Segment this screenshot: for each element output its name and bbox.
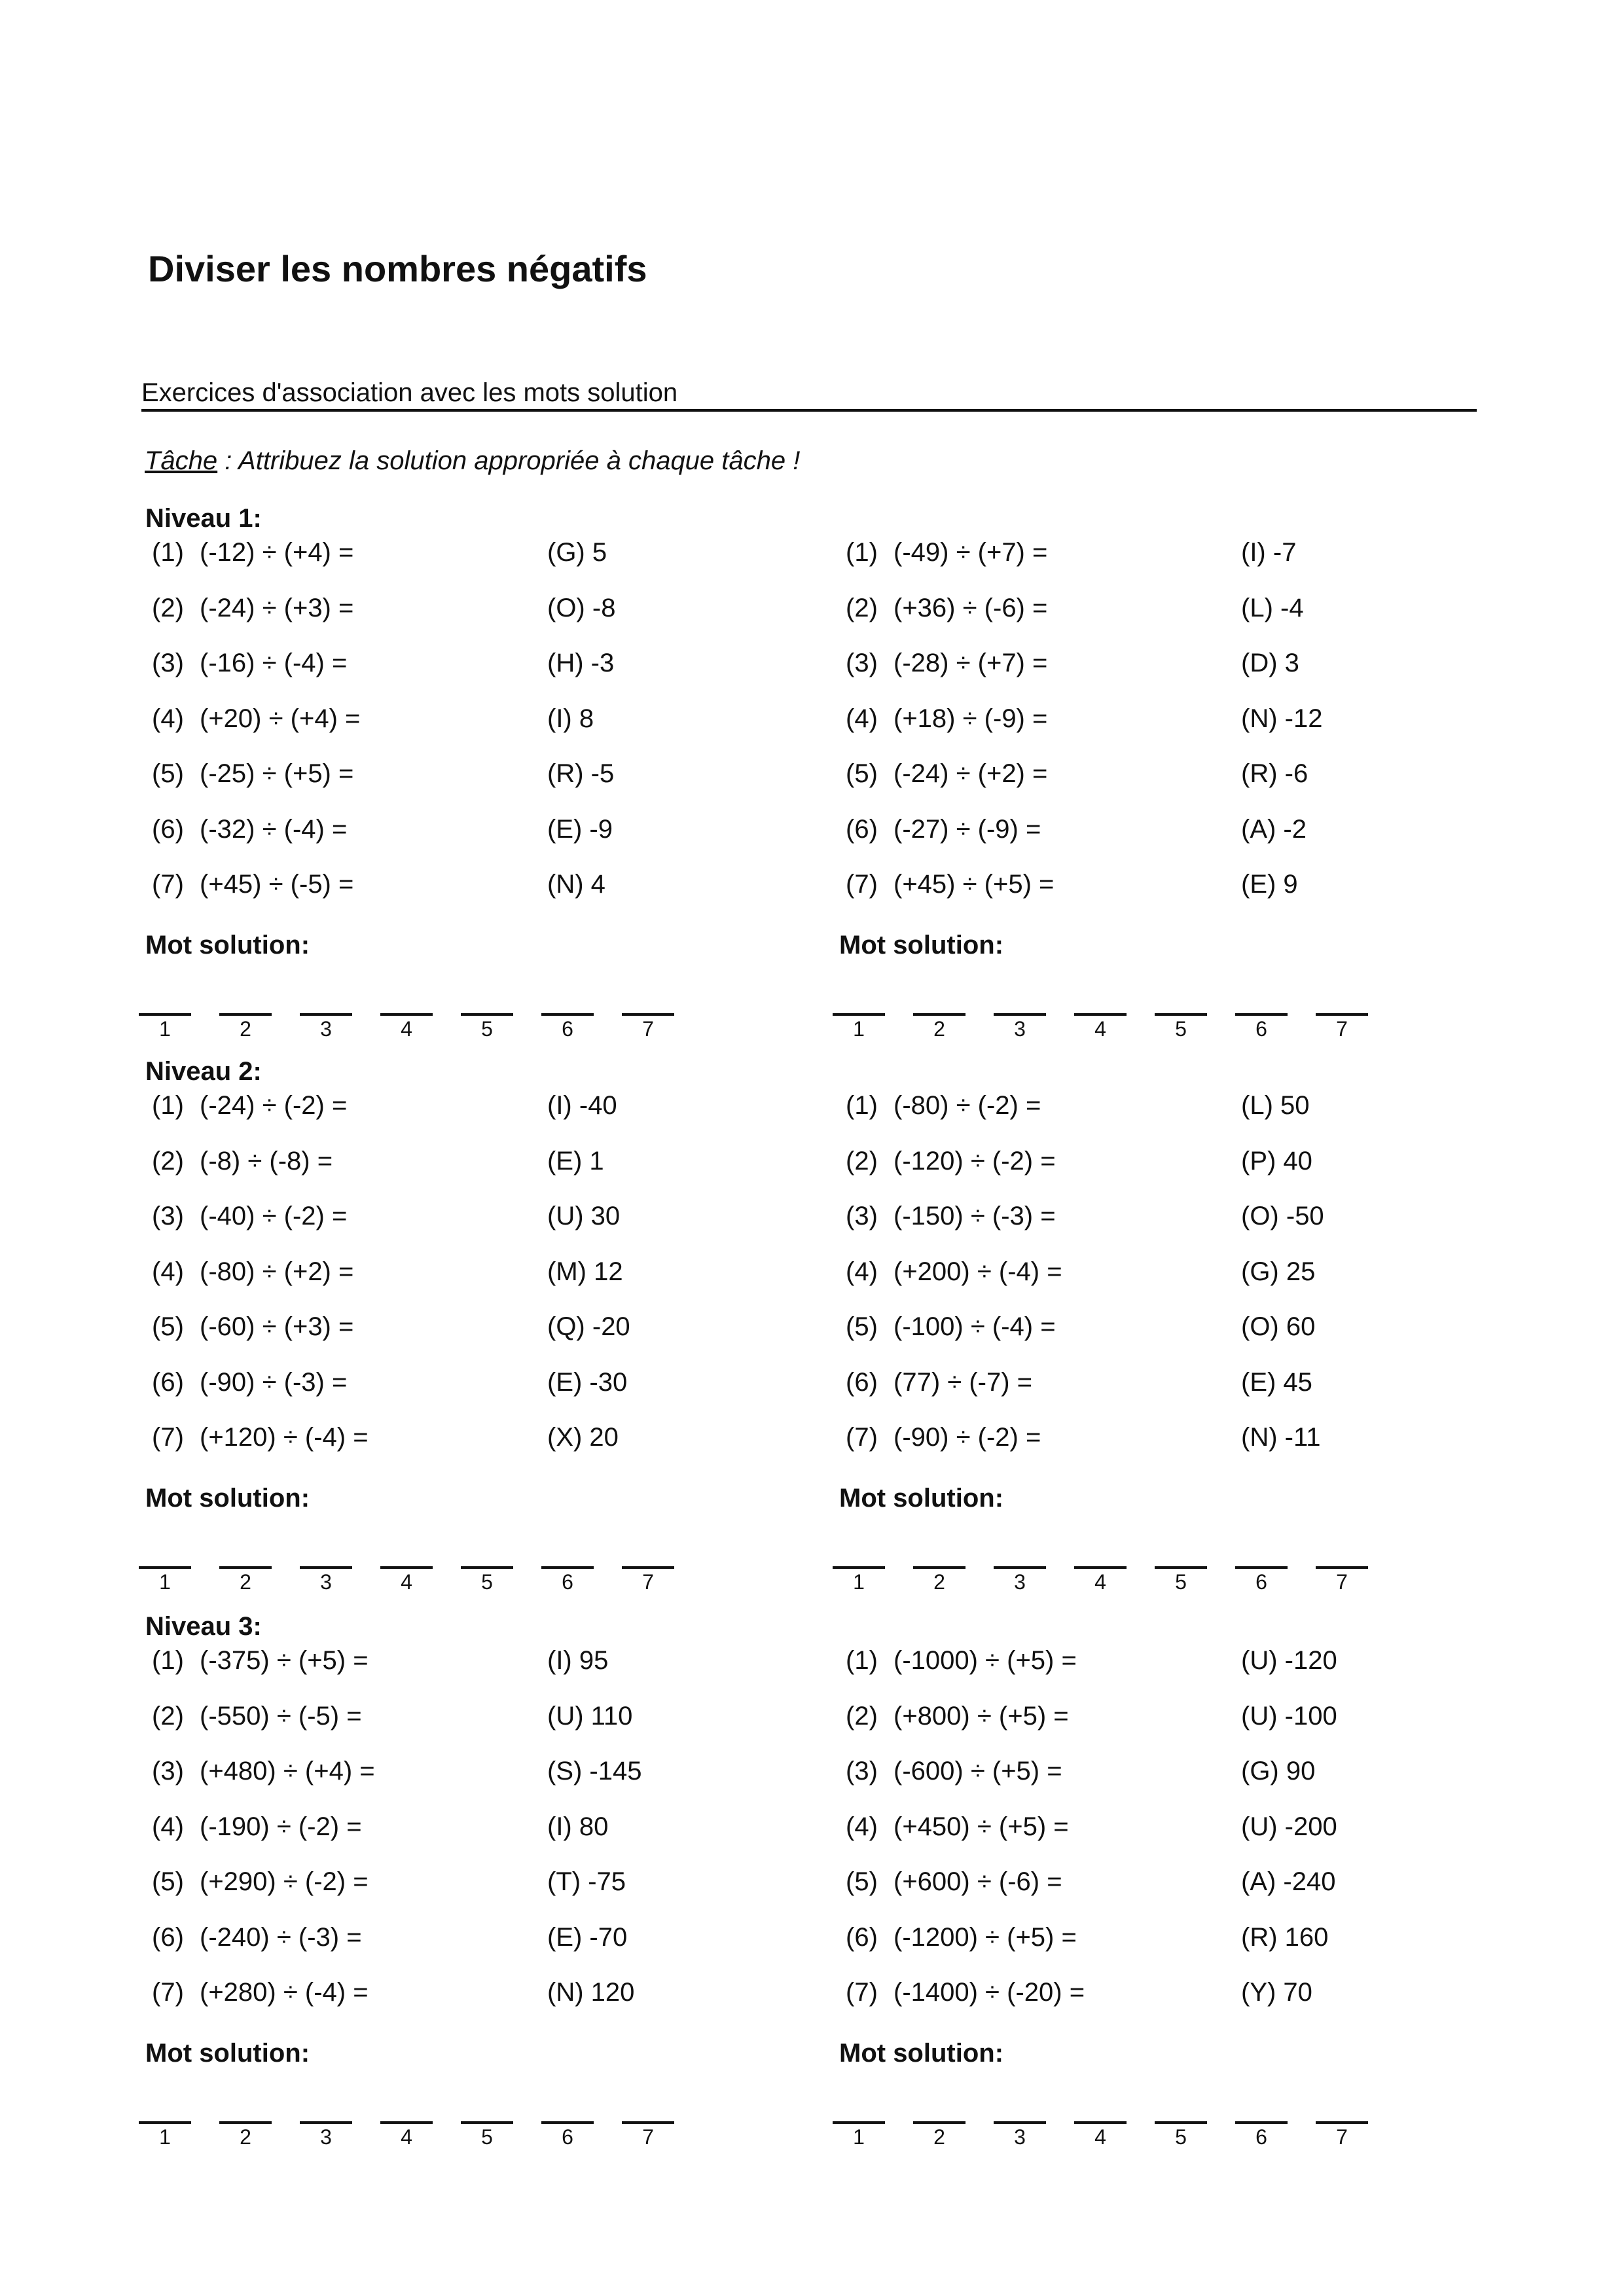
exercise-expression: (-49) ÷ (+7) = [893,538,1048,567]
blank-number: 1 [159,1017,171,1041]
answer-blank[interactable] [994,1566,1046,1569]
blank-number: 1 [853,2125,865,2149]
blank-number: 1 [159,1570,171,1594]
solution-option: (N) 120 [547,1978,635,2007]
solution-option: (U) -100 [1241,1701,1337,1731]
exercise-expression: (+120) ÷ (-4) = [200,1423,369,1452]
blank-number: 2 [240,1017,251,1041]
exercise-expression: (-100) ÷ (-4) = [893,1312,1056,1341]
exercise-number: (6) [152,1922,184,1952]
exercise-expression: (+800) ÷ (+5) = [893,1701,1069,1731]
mot-solution-label: Mot solution: [145,2039,310,2068]
solution-option: (R) -5 [547,759,615,788]
exercise-expression: (-550) ÷ (-5) = [200,1701,362,1731]
exercise-expression: (-1000) ÷ (+5) = [893,1646,1077,1675]
blank-number: 5 [481,1570,493,1594]
level-title: Niveau 3: [145,1612,262,1641]
solution-option: (D) 3 [1241,649,1299,677]
exercise-expression: (-80) ÷ (+2) = [200,1257,354,1286]
exercise-expression: (-27) ÷ (-9) = [893,814,1041,844]
blank-number: 5 [1175,2125,1187,2149]
blank-number: 5 [1175,1570,1187,1594]
answer-blank[interactable] [461,2121,513,2124]
exercise-expression: (-600) ÷ (+5) = [893,1757,1062,1785]
solution-option: (Y) 70 [1241,1978,1312,2007]
solution-option: (E) 9 [1241,870,1298,899]
exercise-number: (6) [846,814,878,844]
exercise-number: (2) [152,593,184,622]
answer-blank[interactable] [139,2121,191,2124]
answer-blank[interactable] [622,1013,674,1016]
answer-blank[interactable] [1316,1566,1368,1569]
exercise-expression: (-150) ÷ (-3) = [893,1202,1056,1230]
solution-option: (G) 90 [1241,1757,1316,1785]
exercise-expression: (+600) ÷ (-6) = [893,1867,1062,1896]
mot-solution-label: Mot solution: [839,931,1004,960]
answer-blank[interactable] [622,2121,674,2124]
solution-option: (N) 4 [547,870,605,899]
blank-number: 4 [401,1017,412,1041]
blank-number: 3 [1014,2125,1026,2149]
exercise-expression: (-60) ÷ (+3) = [200,1312,354,1341]
exercise-expression: (+280) ÷ (-4) = [200,1978,369,2007]
answer-blank[interactable] [622,1566,674,1569]
solution-option: (E) -9 [547,814,613,844]
answer-blank[interactable] [541,2121,594,2124]
exercise-expression: (-12) ÷ (+4) = [200,538,354,567]
exercise-number: (4) [846,1257,878,1286]
blank-number: 6 [1255,2125,1267,2149]
exercise-expression: (-16) ÷ (-4) = [200,649,348,677]
answer-blank[interactable] [1155,1013,1207,1016]
blank-number: 6 [1255,1017,1267,1041]
solution-option: (O) -8 [547,593,616,622]
answer-blank[interactable] [913,1566,965,1569]
solution-option: (R) -6 [1241,759,1308,788]
exercise-number: (7) [152,1978,184,2007]
task-instruction [145,446,800,476]
task-text: : Attribuez la solution appropriée à chaque tâche ! [217,446,801,475]
exercise-number: (5) [846,759,878,788]
solution-option: (I) -40 [547,1091,617,1120]
exercise-expression: (+20) ÷ (+4) = [200,704,361,733]
exercise-expression: (-1200) ÷ (+5) = [893,1922,1077,1952]
blank-number: 7 [1336,1570,1348,1594]
answer-blank[interactable] [1316,2121,1368,2124]
blank-number: 4 [1094,1017,1106,1041]
exercise-expression: (-40) ÷ (-2) = [200,1202,348,1230]
blank-number: 6 [562,1570,573,1594]
exercise-number: (3) [846,1202,878,1230]
exercise-expression: (+290) ÷ (-2) = [200,1867,369,1896]
exercise-expression: (-1400) ÷ (-20) = [893,1978,1085,2007]
exercise-number: (7) [152,1423,184,1452]
level-title: Niveau 1: [145,504,262,533]
exercise-number: (7) [152,870,184,899]
exercise-number: (4) [152,1257,184,1286]
answer-blank[interactable] [1074,1566,1127,1569]
blank-number: 2 [933,2125,945,2149]
answer-blank[interactable] [994,2121,1046,2124]
answer-blank[interactable] [1235,1013,1288,1016]
answer-blank[interactable] [300,1013,352,1016]
mot-solution-label: Mot solution: [839,2039,1004,2068]
answer-blank[interactable] [833,1013,885,1016]
exercise-number: (7) [846,1423,878,1452]
answer-blank[interactable] [380,1566,433,1569]
solution-option: (U) 30 [547,1202,621,1230]
solution-option: (U) -200 [1241,1812,1337,1841]
exercise-expression: (+36) ÷ (-6) = [893,593,1048,622]
solution-option: (A) -240 [1241,1867,1336,1896]
exercise-number: (5) [846,1867,878,1896]
exercise-number: (6) [846,1922,878,1952]
exercise-number: (4) [152,704,184,733]
exercise-number: (2) [846,593,878,622]
exercise-expression: (+45) ÷ (-5) = [200,870,354,899]
mot-solution-label: Mot solution: [839,1484,1004,1513]
answer-blank[interactable] [300,2121,352,2124]
answer-blank[interactable] [380,2121,433,2124]
solution-option: (U) 110 [547,1701,633,1731]
solution-option: (E) 45 [1241,1367,1312,1397]
exercise-expression: (-32) ÷ (-4) = [200,814,348,844]
exercise-expression: (-120) ÷ (-2) = [893,1146,1056,1175]
exercise-number: (6) [152,814,184,844]
blank-number: 6 [562,1017,573,1041]
answer-blank[interactable] [139,1013,191,1016]
subtitle: Exercices d'association avec les mots solution [141,378,1477,412]
blank-number: 5 [481,1017,493,1041]
exercise-number: (4) [152,1812,184,1841]
exercise-number: (7) [846,870,878,899]
solution-option: (S) -145 [547,1757,642,1785]
answer-blank[interactable] [1235,1566,1288,1569]
exercise-number: (1) [846,1091,878,1120]
answer-blank[interactable] [1155,1566,1207,1569]
exercise-expression: (-25) ÷ (+5) = [200,759,354,788]
exercise-number: (1) [846,1646,878,1675]
blank-number: 4 [401,1570,412,1594]
answer-blank[interactable] [1235,2121,1288,2124]
exercise-number: (3) [152,649,184,677]
exercise-expression: (-24) ÷ (+3) = [200,593,354,622]
exercise-expression: (+45) ÷ (+5) = [893,870,1055,899]
answer-blank[interactable] [219,2121,272,2124]
solution-option: (X) 20 [547,1423,619,1452]
exercise-number: (1) [846,538,878,567]
task-label: Tâche [145,446,218,475]
solution-option: (N) -11 [1241,1423,1321,1452]
solution-option: (E) -30 [547,1367,628,1397]
answer-blank[interactable] [300,1566,352,1569]
exercise-expression: (-24) ÷ (-2) = [200,1091,348,1120]
page-title: Diviser les nombres négatifs [148,248,647,289]
blank-number: 4 [401,2125,412,2149]
exercise-number: (2) [846,1146,878,1175]
blank-number: 3 [1014,1570,1026,1594]
answer-blank[interactable] [913,1013,965,1016]
answer-blank[interactable] [461,1566,513,1569]
exercise-number: (1) [152,1646,184,1675]
blank-number: 2 [240,1570,251,1594]
answer-blank[interactable] [1074,2121,1127,2124]
blank-number: 1 [853,1570,865,1594]
blank-number: 2 [933,1017,945,1041]
blank-number: 3 [320,1570,332,1594]
solution-option: (R) 160 [1241,1922,1329,1952]
answer-blank[interactable] [994,1013,1046,1016]
solution-option: (P) 40 [1241,1146,1312,1175]
blank-number: 4 [1094,1570,1106,1594]
exercise-number: (5) [846,1312,878,1341]
exercise-expression: (-24) ÷ (+2) = [893,759,1048,788]
solution-option: (Q) -20 [547,1312,630,1341]
exercise-number: (3) [152,1757,184,1785]
blank-number: 7 [642,2125,654,2149]
blank-number: 5 [1175,1017,1187,1041]
exercise-number: (5) [152,1312,184,1341]
exercise-number: (2) [846,1701,878,1731]
blank-number: 3 [1014,1017,1026,1041]
answer-blank[interactable] [1316,1013,1368,1016]
solution-option: (I) 80 [547,1812,609,1841]
answer-blank[interactable] [541,1013,594,1016]
mot-solution-label: Mot solution: [145,1484,310,1513]
answer-blank[interactable] [461,1013,513,1016]
exercise-number: (1) [152,538,184,567]
mot-solution-label: Mot solution: [145,931,310,960]
solution-option: (I) -7 [1241,538,1297,567]
exercise-number: (6) [152,1367,184,1397]
exercise-number: (3) [846,1757,878,1785]
solution-option: (G) 25 [1241,1257,1316,1286]
blank-number: 6 [562,2125,573,2149]
exercise-number: (4) [846,704,878,733]
exercise-expression: (-90) ÷ (-3) = [200,1367,348,1397]
solution-option: (T) -75 [547,1867,626,1896]
blank-number: 4 [1094,2125,1106,2149]
exercise-expression: (-375) ÷ (+5) = [200,1646,369,1675]
solution-option: (M) 12 [547,1257,623,1286]
exercise-number: (1) [152,1091,184,1120]
blank-number: 2 [933,1570,945,1594]
exercise-expression: (+480) ÷ (+4) = [200,1757,375,1785]
solution-option: (G) 5 [547,538,607,567]
level-title: Niveau 2: [145,1057,262,1086]
blank-number: 7 [642,1570,654,1594]
exercise-expression: (+18) ÷ (-9) = [893,704,1048,733]
solution-option: (U) -120 [1241,1646,1337,1675]
exercise-number: (5) [152,759,184,788]
solution-option: (O) 60 [1241,1312,1316,1341]
solution-option: (E) 1 [547,1146,604,1175]
blank-number: 2 [240,2125,251,2149]
solution-option: (I) 8 [547,704,594,733]
answer-blank[interactable] [833,2121,885,2124]
solution-option: (L) -4 [1241,593,1304,622]
exercise-expression: (-240) ÷ (-3) = [200,1922,362,1952]
blank-number: 3 [320,2125,332,2149]
solution-option: (A) -2 [1241,814,1307,844]
answer-blank[interactable] [380,1013,433,1016]
blank-number: 3 [320,1017,332,1041]
blank-number: 7 [1336,2125,1348,2149]
answer-blank[interactable] [219,1013,272,1016]
exercise-expression: (-90) ÷ (-2) = [893,1423,1041,1452]
exercise-number: (5) [152,1867,184,1896]
blank-number: 5 [481,2125,493,2149]
answer-blank[interactable] [541,1566,594,1569]
exercise-number: (4) [846,1812,878,1841]
exercise-number: (3) [152,1202,184,1230]
answer-blank[interactable] [913,2121,965,2124]
exercise-expression: (+450) ÷ (+5) = [893,1812,1069,1841]
solution-option: (N) -12 [1241,704,1323,733]
exercise-number: (7) [846,1978,878,2007]
solution-option: (H) -3 [547,649,615,677]
blank-number: 1 [159,2125,171,2149]
answer-blank[interactable] [139,1566,191,1569]
exercise-expression: (+200) ÷ (-4) = [893,1257,1062,1286]
exercise-number: (3) [846,649,878,677]
solution-option: (E) -70 [547,1922,628,1952]
solution-option: (I) 95 [547,1646,609,1675]
exercise-number: (2) [152,1701,184,1731]
exercise-expression: (-28) ÷ (+7) = [893,649,1048,677]
exercise-expression: (-80) ÷ (-2) = [893,1091,1041,1120]
exercise-expression: (77) ÷ (-7) = [893,1367,1032,1397]
blank-number: 1 [853,1017,865,1041]
answer-blank[interactable] [833,1566,885,1569]
solution-option: (L) 50 [1241,1091,1310,1120]
exercise-number: (2) [152,1146,184,1175]
blank-number: 7 [642,1017,654,1041]
solution-option: (O) -50 [1241,1202,1324,1230]
answer-blank[interactable] [1074,1013,1127,1016]
exercise-expression: (-190) ÷ (-2) = [200,1812,362,1841]
exercise-number: (6) [846,1367,878,1397]
blank-number: 7 [1336,1017,1348,1041]
exercise-expression: (-8) ÷ (-8) = [200,1146,333,1175]
blank-number: 6 [1255,1570,1267,1594]
answer-blank[interactable] [1155,2121,1207,2124]
answer-blank[interactable] [219,1566,272,1569]
